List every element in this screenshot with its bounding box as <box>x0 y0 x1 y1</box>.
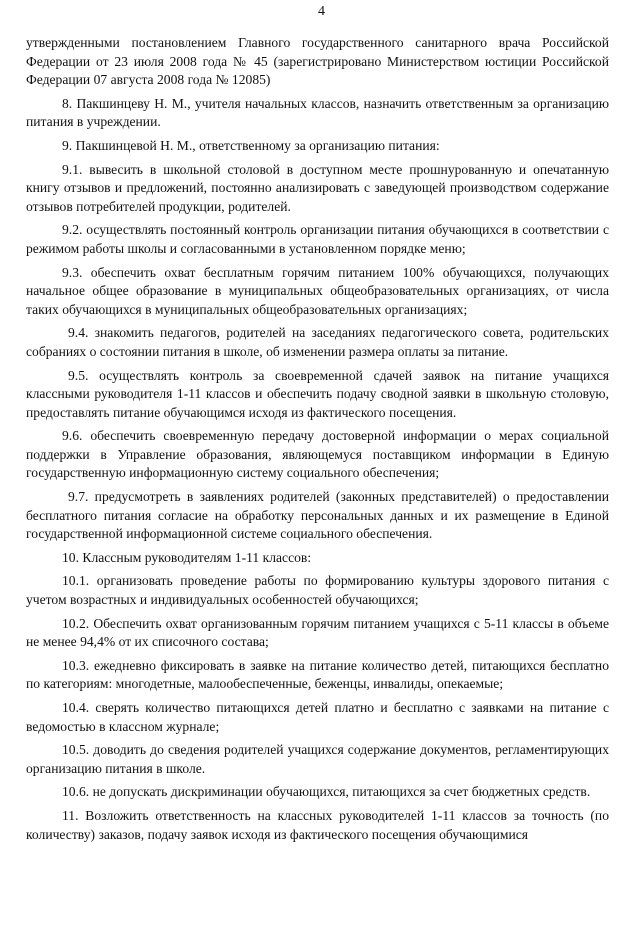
paragraph-8: 8. Пакшинцеву Н. М., учителя начальных классов, назначить ответственным за организацию питания в учреждении. <box>26 95 609 130</box>
paragraph-10-3: 10.3. ежедневно фиксировать в заявке на питание количество детей, питающихся бесплатно по категориям: многодетные, малообеспеченные, беженцы, инвалиды, опекаемые; <box>26 657 609 692</box>
paragraph-9-5: 9.5. осуществлять контроль за своевременной сдачей заявок на питание учащихся классными руководителя 1-11 классов и обеспечить подачу сводной заявки в школьную столовую, предоставлять питание обучающимся исходя из фактического посещения. <box>26 367 609 420</box>
paragraph-9-1: 9.1. вывесить в школьной столовой в доступном месте прошнурованную и опечатанную книгу отзывов и предложений, постоянно анализировать с заведующей производством содержание отзывов потребителей продукции, родителей. <box>26 161 609 214</box>
paragraph-10: 10. Классным руководителям 1-11 классов: <box>62 549 312 565</box>
page-number: 4 <box>318 4 325 19</box>
paragraph-10-1: 10.1. организовать проведение работы по формированию культуры здорового питания с учетом возрастных и индивидуальных особенностей обучающихся; <box>26 573 609 608</box>
paragraph-10-2: 10.2. Обеспечить охват организованным горячим питанием учащихся с 5-11 классы в объеме не менее 94,4% от их списочного состава; <box>26 615 609 650</box>
paragraph-9-6: 9.6. обеспечить своевременную передачу достоверной информации о мерах социальной поддержки в Управление образования, являющемуся поставщиком информации в Единую государственную информационную систему социального обеспечения; <box>26 428 609 481</box>
paragraph-9-3: 9.3. обеспечить охват бесплатным горячим питанием 100% обучающихся, получающих начальное общее образование в муниципальных общеобразовательных организациях, от числа таких обучающихся в муниципальных общеобразовательных организациях; <box>26 264 609 317</box>
paragraph-9-2: 9.2. осуществлять постоянный контроль организации питания обучающихся в соответствии с режимом работы школы и согласованными в установленном порядке меню; <box>26 222 609 256</box>
paragraph-10-6: 10.6. не допускать дискриминации обучающихся, питающихся за счет бюджетных средств. <box>62 784 591 800</box>
paragraph-9-4: 9.4. знакомить педагогов, родителей на заседаниях педагогического совета, родительских собраниях о состоянии питания в школе, об изменении размера оплаты за питание. <box>26 325 609 359</box>
paragraph-10-4: 10.4. сверять количество питающихся детей платно и бесплатно с заявками на питание с ведомостью в классном журнале; <box>26 700 609 734</box>
paragraph-10-5: 10.5. доводить до сведения родителей учащихся содержание документов, регламентирующих организацию питания в школе. <box>26 742 609 776</box>
paragraph-11: 11. Возложить ответственность на классных руководителей 1-11 классов за точность (по количеству) заказов, подачу заявок исходя из фактического посещения обучающимися <box>26 807 609 842</box>
paragraph-9: 9. Пакшинцевой Н. М., ответственному за организацию питания: <box>62 137 440 153</box>
paragraph-continuation: утвержденными постановлением Главного государственного санитарного врача Российской Федерации от 23 июля 2008 года № 45 (зарегистрировано Министерством юстиции Российской Федерации 07 августа 2008 года № 12085) <box>26 35 609 88</box>
paragraph-9-7: 9.7. предусмотреть в заявлениях родителей (законных представителей) о предоставлении бесплатного питания согласие на обработку персональных данных и их размещение в Единой государственной информационной системе социального обеспечения. <box>26 489 609 542</box>
